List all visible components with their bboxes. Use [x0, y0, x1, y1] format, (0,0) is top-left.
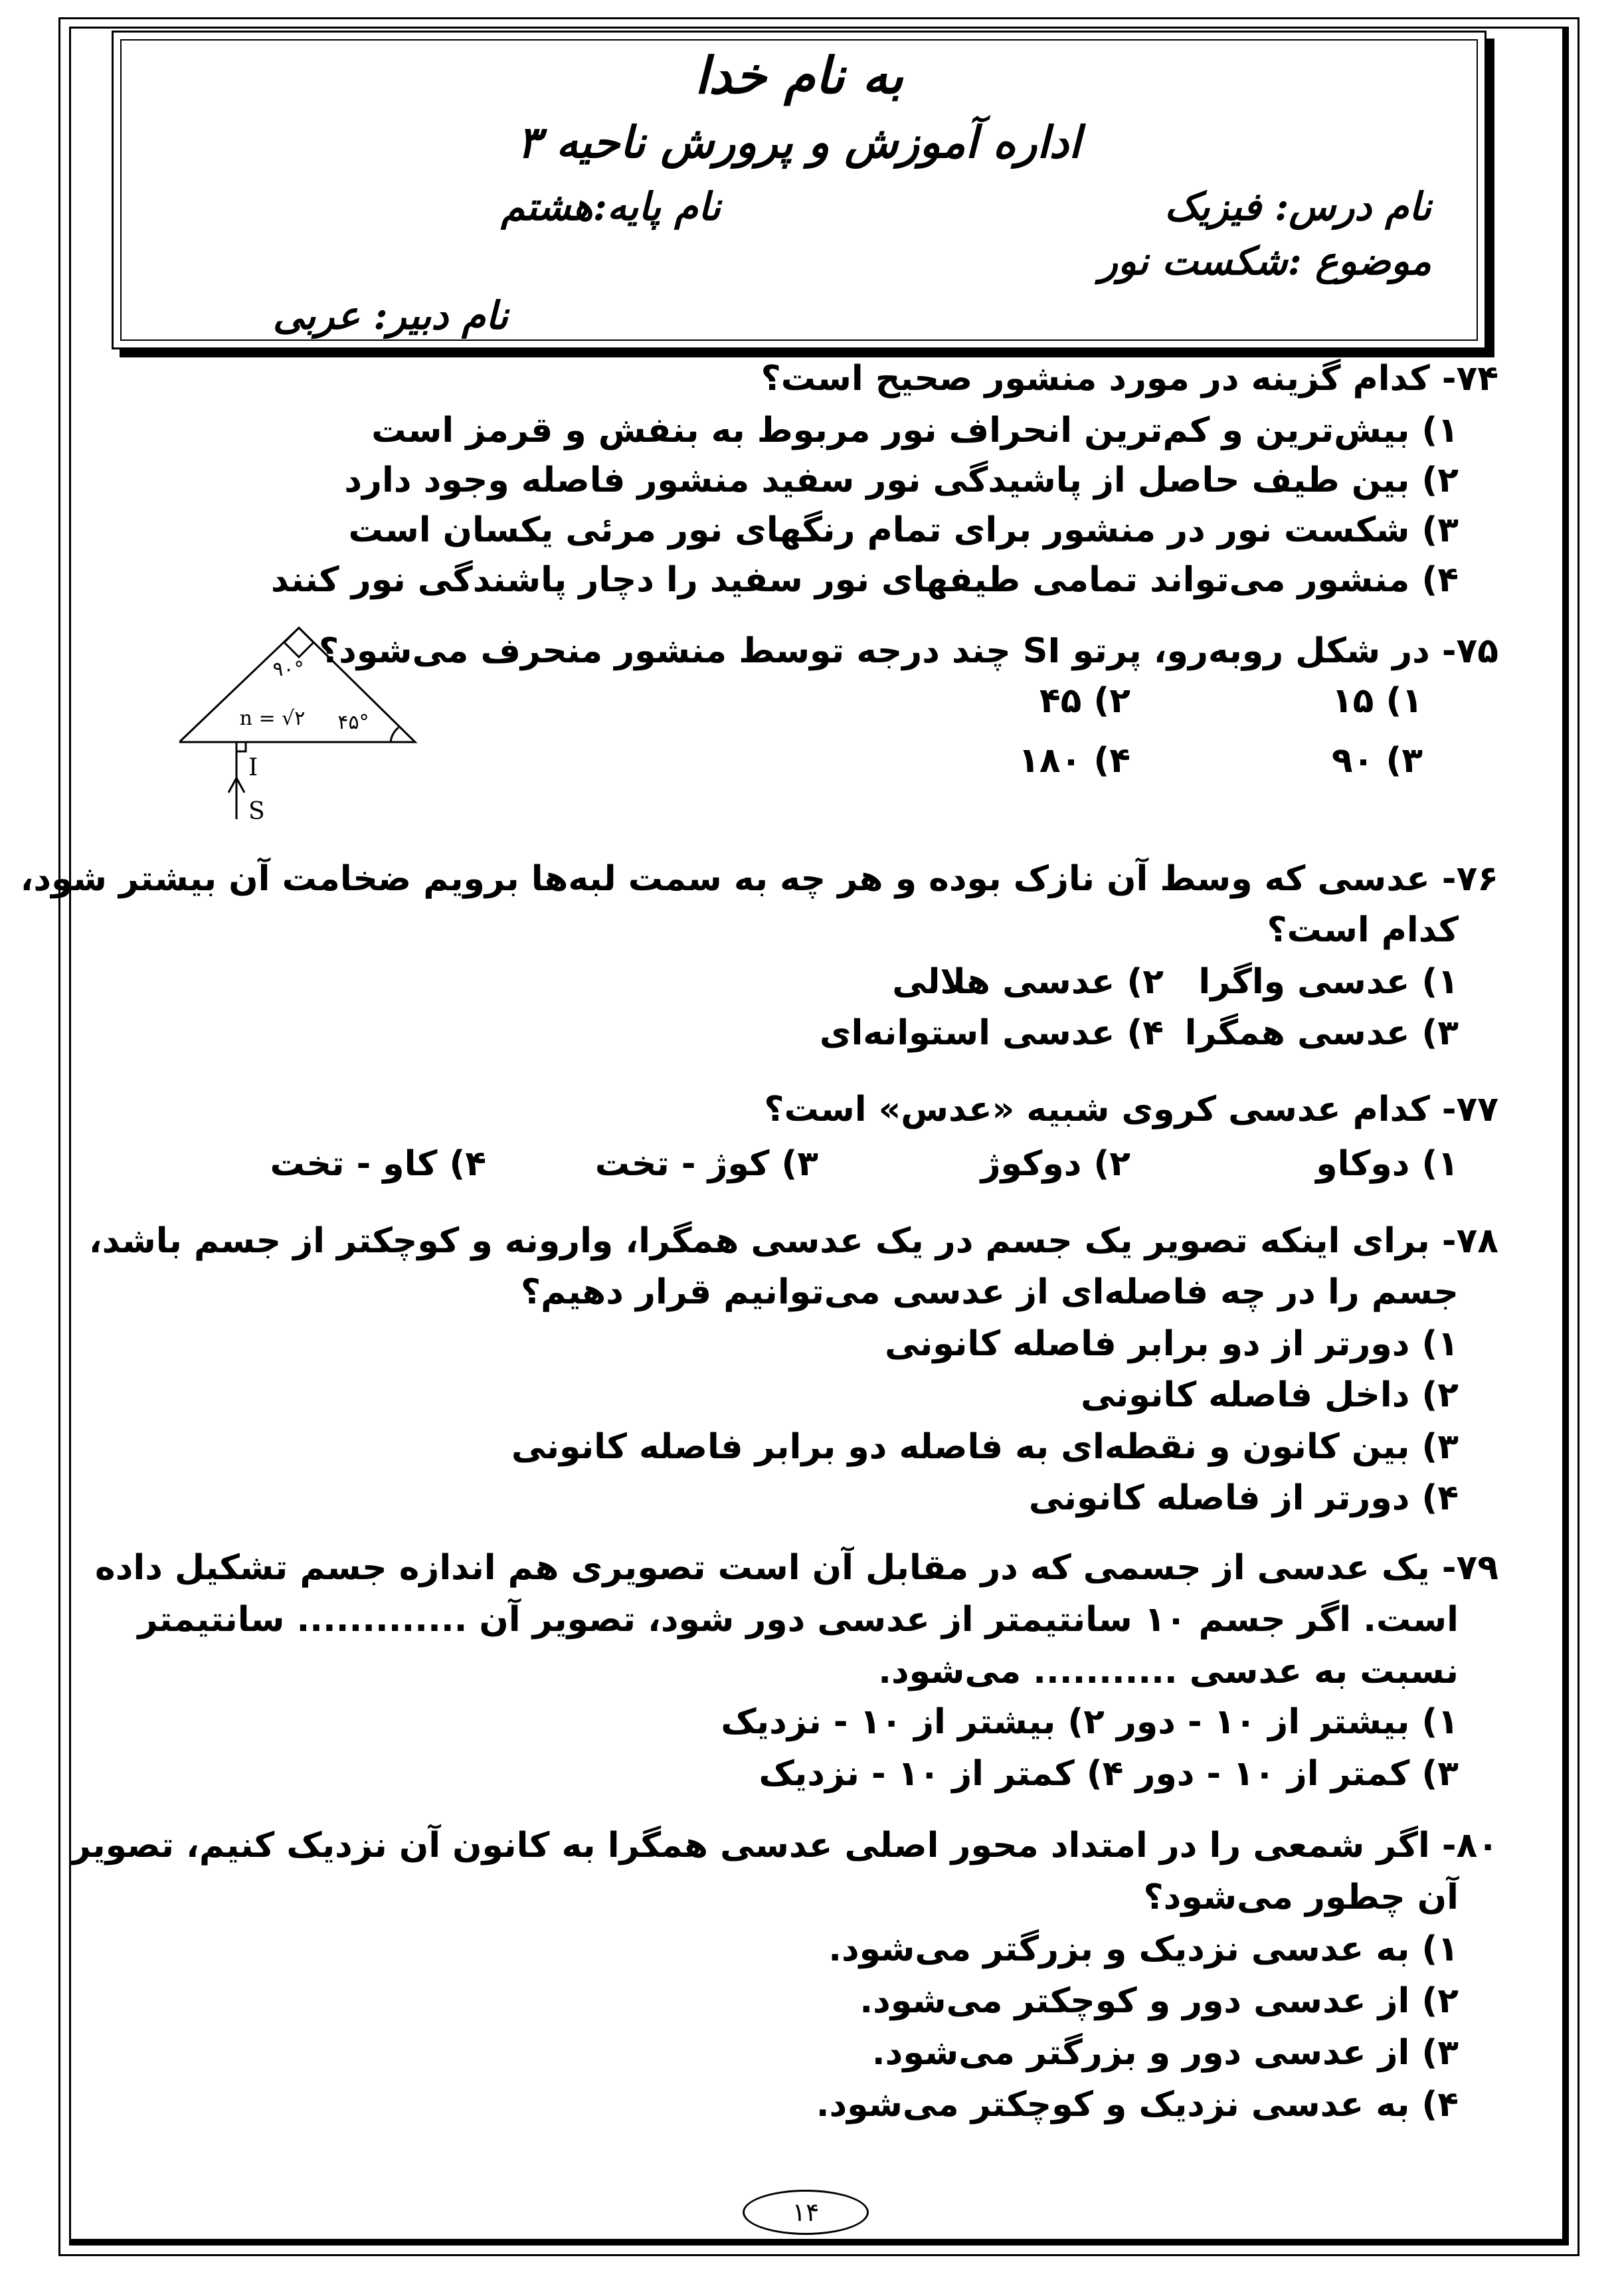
question-text-cont: کدام است؟ — [1267, 910, 1459, 950]
point-s-label: S — [248, 798, 265, 825]
option: ۱) دوکاو — [1316, 1144, 1459, 1184]
point-i-label: I — [248, 754, 258, 781]
option: ۱) بیشتر از ۱۰ - دور ۲) بیشتر از ۱۰ - نزدیک — [721, 1702, 1459, 1742]
header-topic: موضوع :شکست نور — [1099, 239, 1431, 284]
option: ۳) عدسی همگرا — [1184, 1013, 1459, 1053]
option: ۴) منشور می‌تواند تمامی طیفهای نور سفید را دچار پاشندگی نور کنند — [270, 560, 1459, 600]
question-number: ۷۸- — [1441, 1221, 1498, 1261]
question-number: ۷۶- — [1441, 859, 1498, 899]
option: ۱) عدسی واگرا — [1198, 962, 1459, 1002]
option: ۴) عدسی استوانه‌ای — [819, 1013, 1164, 1053]
option: ۴) به عدسی نزدیک و کوچکتر می‌شود. — [816, 2085, 1459, 2125]
question-text-cont: جسم را در چه فاصله‌ای از عدسی می‌توانیم قرار دهیم؟ — [521, 1272, 1459, 1312]
question-76 — [21, 859, 1498, 899]
question-74 — [761, 359, 1498, 399]
question-text-cont: آن چطور می‌شود؟ — [1143, 1877, 1459, 1917]
option: ۲) عدسی هلالی — [892, 962, 1164, 1002]
header-box — [112, 31, 1487, 349]
header-office: اداره آموزش و پرورش ناحیه ۳ — [517, 116, 1081, 168]
option: ۳) کمتر از ۱۰ - دور ۴) کمتر از ۱۰ - نزدیک — [759, 1754, 1459, 1794]
question-text: اگر شمعی را در امتداد محور اصلی عدسی همگرا به کانون آن نزدیک کنیم، تصویر — [70, 1826, 1430, 1866]
question-number: ۷۵- — [1441, 631, 1498, 671]
question-text: عدسی که وسط آن نازک بوده و هر چه به سمت لبه‌ها برویم ضخامت آن بیشتر شود، — [20, 859, 1430, 899]
option: ۳) کوژ - تخت — [594, 1144, 818, 1184]
question-text: کدام گزینه در مورد منشور صحیح است؟ — [761, 359, 1430, 399]
header-grade: نام پایه:هشتم — [501, 184, 721, 229]
question-78 — [89, 1221, 1498, 1261]
page-number: ۱۴ — [743, 2190, 869, 2235]
question-80 — [71, 1826, 1498, 1866]
prism-figure — [179, 621, 418, 827]
header-teacher: نام دبیر: عربی — [272, 293, 508, 338]
question-text: یک عدسی از جسمی که در مقابل آن است تصویری هم اندازه جسم تشکیل داده — [95, 1548, 1430, 1588]
angle-right-label: ۴۵° — [337, 711, 369, 734]
option: ۲) ۴۵ — [1039, 681, 1130, 721]
option: ۱) بیش‌ترین و کم‌ترین انحراف نور مربوط به بنفش و قرمز است — [371, 411, 1459, 450]
option: ۱) ۱۵ — [1331, 681, 1423, 721]
question-77 — [764, 1090, 1498, 1129]
option: ۲) داخل فاصله کانونی — [1081, 1375, 1459, 1415]
question-text-cont: نسبت به عدسی ........... می‌شود. — [878, 1652, 1459, 1691]
option: ۴) کاو - تخت — [270, 1144, 486, 1184]
question-text-cont: است. اگر جسم ۱۰ سانتیمتر از عدسی دور شود، تصویر آن ............. سانتیمتر — [137, 1600, 1459, 1640]
question-number: ۷۷- — [1441, 1090, 1498, 1129]
header-course: نام درس: فیزیک — [1164, 184, 1431, 229]
option: ۳) شکست نور در منشور برای تمام رنگهای نور مرئی یکسان است — [348, 510, 1459, 550]
option: ۱) دورتر از دو برابر فاصله کانونی — [885, 1324, 1459, 1364]
refractive-index-label: n = √۲ — [239, 707, 306, 730]
question-text: کدام عدسی کروی شبیه «عدس» است؟ — [764, 1090, 1430, 1129]
option: ۲) بین طیف حاصل از پاشیدگی نور سفید منشور فاصله وجود دارد — [344, 460, 1459, 500]
option: ۳) از عدسی دور و بزرگتر می‌شود. — [871, 2033, 1459, 2073]
question-text: برای اینکه تصویر یک جسم در یک عدسی همگرا، وارونه و کوچکتر از جسم باشد، — [88, 1221, 1430, 1261]
option: ۲) از عدسی دور و کوچکتر می‌شود. — [859, 1981, 1459, 2021]
option: ۴) ۱۸۰ — [1018, 741, 1130, 781]
right-angle-mark — [284, 628, 314, 657]
question-number: ۷۴- — [1441, 359, 1498, 399]
option: ۲) دوکوژ — [980, 1144, 1130, 1184]
question-75 — [319, 631, 1498, 671]
option: ۴) دورتر از فاصله کانونی — [1028, 1478, 1459, 1518]
question-text: در شکل روبه‌رو، پرتو SI چند درجه توسط منشور منحرف می‌شود؟ — [318, 631, 1430, 671]
header-bismillah: به نام خدا — [694, 46, 904, 105]
question-79 — [95, 1548, 1498, 1588]
angle-arc — [391, 727, 399, 742]
normal-mark — [236, 742, 246, 751]
option: ۳) ۹۰ — [1331, 741, 1423, 781]
angle-top-label: ۹۰° — [272, 658, 304, 681]
option: ۱) به عدسی نزدیک و بزرگتر می‌شود. — [828, 1929, 1459, 1969]
question-number: ۷۹- — [1441, 1548, 1498, 1588]
question-number: ۸۰- — [1441, 1826, 1498, 1866]
option: ۳) بین کانون و نقطه‌ای به فاصله دو برابر فاصله کانونی — [511, 1427, 1459, 1467]
